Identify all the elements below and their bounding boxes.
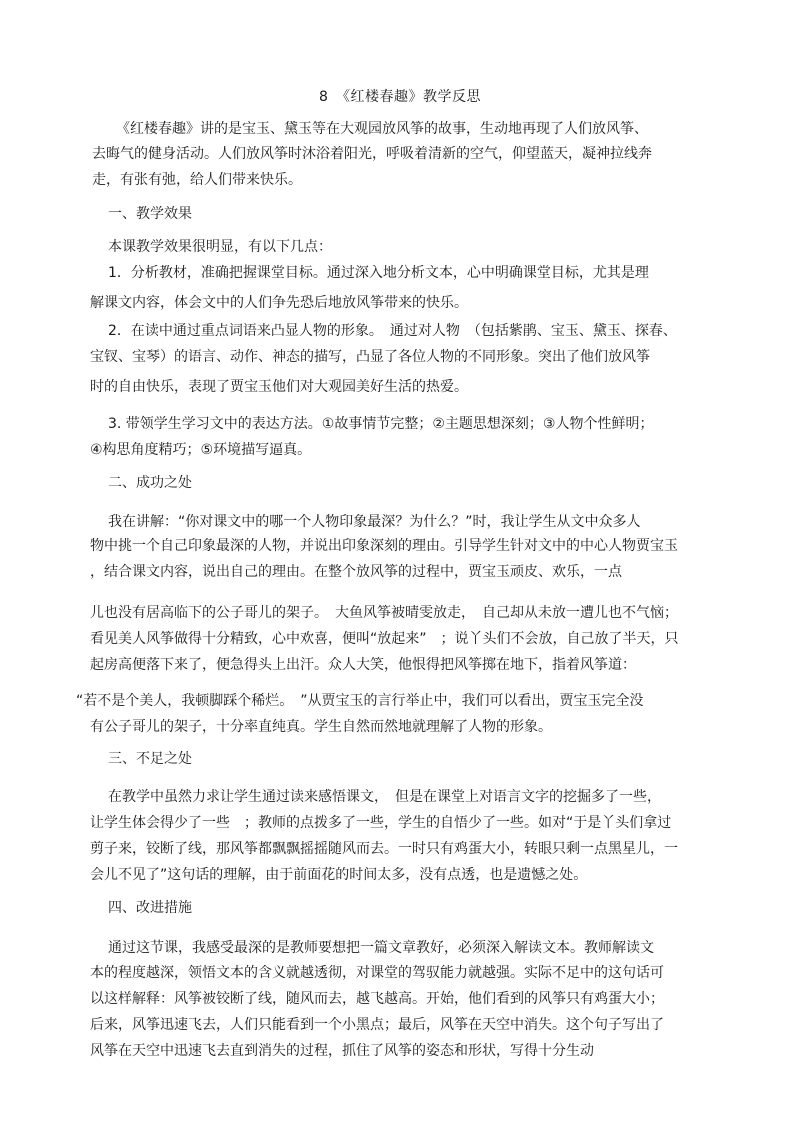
- section-heading: 三、不足之处: [108, 751, 192, 767]
- body-line: 风筝在天空中迅速飞去直到消失的过程，抓住了风筝的姿态和形状，写得十分生动: [90, 1043, 594, 1059]
- body-line: 后来，风筝迅速飞去，人们只能看到一个小黑点；最后，风筝在天空中消失。这个句子写出了: [90, 1017, 664, 1033]
- body-line: 剪子来，铰断了线，那风筝都飘飘摇摇随风而去。一时只有鸡蛋大小，转眼只剩一点黑星儿，一: [90, 841, 678, 857]
- body-line: 看见美人风筝做得十分精致，心中欢喜，便叫“放起来” ；说丫头们不会放，自己放了半天，只: [90, 631, 679, 647]
- section-heading: 一、教学效果: [108, 206, 192, 222]
- body-line: 起房高便落下来了，便急得头上出汗。众人大笑，他恨得把风筝掷在地下，指着风筝道：: [90, 657, 636, 673]
- document-title: 8 《红楼春趣》教学反思: [319, 89, 481, 105]
- body-line: “若不是个美人，我顿脚踩个稀烂。 ”从贾宝玉的言行举止中，我们可以看出，贾宝玉完全没: [76, 693, 644, 709]
- body-line: 本的程度越深，领悟文本的含义就越透彻，对课堂的驾驭能力就越强。实际不足中的这句话可: [90, 965, 664, 981]
- body-line: 本课教学效果很明显，有以下几点：: [108, 239, 332, 255]
- body-line: 《红楼春趣》讲的是宝玉、黛玉等在大观园放风筝的故事，生动地再现了人们放风筝、: [116, 121, 648, 137]
- body-line: 通过这节课，我感受最深的是教师要想把一篇文章教好，必须深入解读文本。教师解读文: [108, 940, 654, 956]
- body-line: 宝钗、宝琴）的语言、动作、神态的描写，凸显了各位人物的不同形象。突出了他们放风筝: [90, 349, 650, 365]
- body-line: 2．在读中通过重点词语来凸显人物的形象。 通过对人物 （包括紫鹃、宝玉、黛玉、探春、: [108, 323, 677, 339]
- body-line: 1．分析教材，准确把握课堂目标。通过深入地分析文本，心中明确课堂目标，尤其是理: [108, 265, 649, 281]
- body-line: 去晦气的健身活动。人们放风筝时沐浴着阳光，呼吸着清新的空气，仰望蓝天，凝神拉线奔: [92, 146, 652, 162]
- section-heading: 二、成功之处: [108, 475, 192, 491]
- body-line: 在教学中虽然力求让学生通过读来感悟课文， 但是在课堂上对语言文字的挖掘多了一些，: [108, 789, 661, 805]
- body-line: 解课文内容，体会文中的人们争先恐后地放风筝带来的快乐。: [90, 295, 468, 311]
- body-line: 我在讲解：“你对课文中的哪一个人物印象最深？为什么？”时，我让学生从文中众多人: [108, 514, 641, 530]
- body-line: 让学生体会得少了一些 ；教师的点拨多了一些，学生的自悟少了一些。如对“于是丫头们拿过: [90, 815, 672, 831]
- body-line: ，结合课文内容，说出自己的理由。在整个放风筝的过程中，贾宝玉顽皮、欢乐，一点: [90, 564, 622, 580]
- body-line: 儿也没有居高临下的公子哥儿的架子。 大鱼风筝被晴雯放走， 自己却从未放一遭儿也不气恼；: [90, 605, 678, 621]
- body-line: 物中挑一个自己印象最深的人物，并说出印象深刻的理由。引导学生针对文中的中心人物贾宝玉: [90, 538, 678, 554]
- body-line: 3. 带领学生学习文中的表达方法。①故事情节完整；②主题思想深刻；③人物个性鲜明；: [108, 416, 654, 432]
- section-heading: 四、改进措施: [108, 900, 192, 916]
- body-line: ④构思角度精巧；⑤环境描写逼真。: [90, 442, 312, 458]
- body-line: 以这样解释：风筝被铰断了线，随风而去，越飞越高。开始，他们看到的风筝只有鸡蛋大小；: [90, 991, 664, 1007]
- body-line: 有公子哥儿的架子，十分率直纯真。学生自然而然地就理解了人物的形象。: [90, 719, 552, 735]
- body-line: 时的自由快乐，表现了贾宝玉他们对大观园美好生活的热爱。: [90, 379, 468, 395]
- body-line: 走，有张有弛，给人们带来快乐。: [92, 172, 302, 188]
- body-line: 会儿不见了”这句话的理解，由于前面花的时间太多，没有点透，也是遗憾之处。: [90, 867, 588, 883]
